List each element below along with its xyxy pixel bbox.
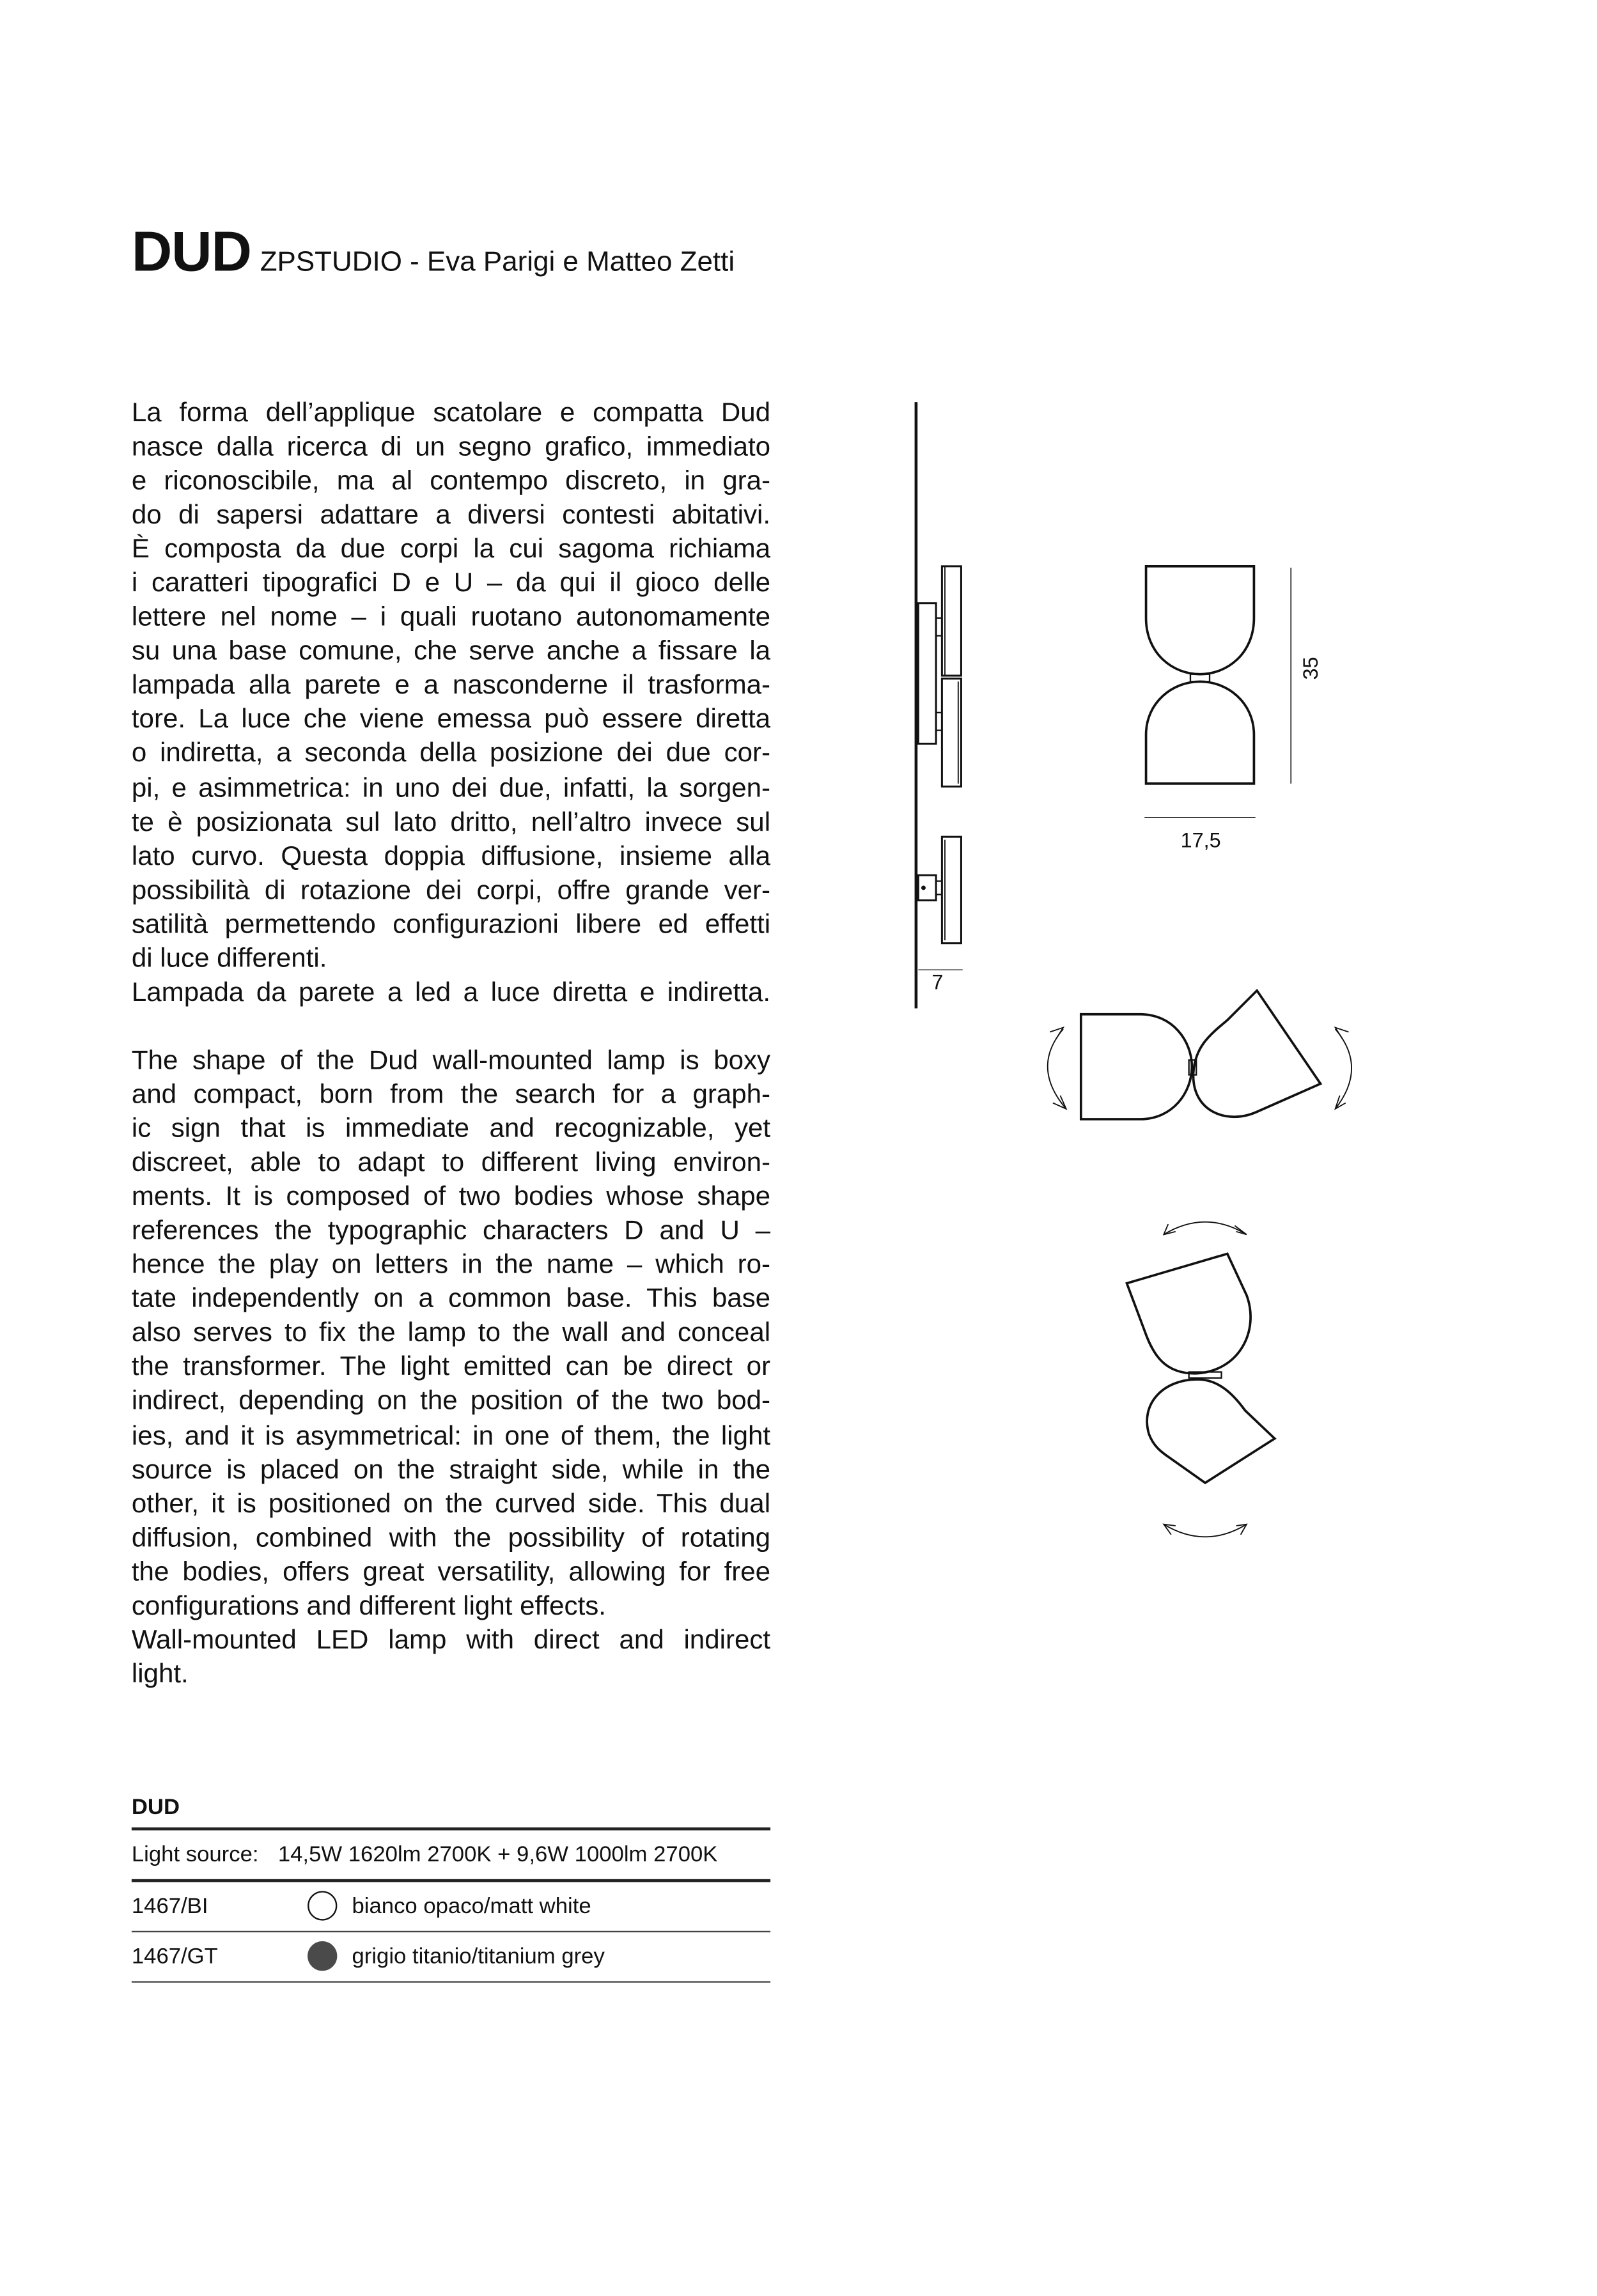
rotation-view-vertical [1127, 1253, 1275, 1483]
text-line: lampada alla parete e a nasconderne il trasforma- [131, 670, 771, 700]
text-line: di luce differenti. [131, 943, 327, 973]
text-line: su una base comune, che serve anche a fissare la [131, 636, 771, 666]
text-line: also serves to fix the lamp to the wall and conceal [131, 1317, 771, 1348]
text-line: The shape of the Dud wall-mounted lamp is boxy [131, 1045, 771, 1075]
rotate-arrows-icon [1048, 1028, 1352, 1109]
text-line: lettere nel nome – i quali ruotano autonomamente [131, 602, 771, 632]
text-line: diffusion, combined with the possibility of rotating [131, 1522, 771, 1552]
divider [132, 1981, 770, 1982]
spec-table [132, 1795, 770, 1983]
table-row [132, 1932, 770, 1981]
text-line: ies, and it is asymmetrical: in one of them, the light [131, 1420, 771, 1450]
text-line: source is placed on the straight side, while in the [131, 1454, 771, 1484]
text-line: hence the play on letters in the name – which ro- [131, 1250, 771, 1280]
text-line: ic sign that is immediate and recognizable, yet [131, 1113, 771, 1144]
text-line: indirect, depending on the position of the two bod- [131, 1386, 771, 1416]
text-line: i caratteri tipografici D e U – da qui il gioco delle [131, 568, 771, 598]
front-view-drawing [1144, 566, 1291, 818]
product-name: DUD [131, 221, 251, 284]
text-line: La forma dell’applique scatolare e compatta Dud [131, 398, 771, 428]
text-line: light. [131, 1658, 189, 1689]
text-line: Wall-mounted LED lamp with direct and indirect [131, 1624, 771, 1654]
text-line: nasce dalla ricerca di un segno grafico, immediato [131, 431, 771, 462]
text-line: references the typographic characters D and U – [131, 1215, 771, 1246]
height-dimension-label: 35 [1298, 656, 1322, 680]
text-line: configurations and different light effects. [131, 1590, 607, 1620]
text-line: o indiretta, a seconda della posizione dei due cor- [131, 738, 771, 768]
variant-code: 1467/BI [131, 1893, 208, 1920]
text-line: satilità permettendo configurazioni libere ed effetti [131, 908, 771, 939]
width-dimension-label: 17,5 [1180, 828, 1221, 852]
variant-finish: grigio titanio/titanium grey [352, 1944, 605, 1969]
text-line: lato curvo. Questa doppia diffusione, insieme alla [131, 841, 771, 871]
text-line: È composta da due corpi la cui sagoma richiama [131, 534, 771, 564]
white-swatch-icon [308, 1891, 337, 1920]
light-source-row [132, 1830, 770, 1879]
text-line: Lampada da parete a led a luce diretta e indiretta. [131, 977, 771, 1007]
depth-dimension-label: 7 [931, 970, 944, 994]
text-line: the bodies, offers great versatility, allowing for free [131, 1556, 771, 1586]
variant-finish: bianco opaco/matt white [352, 1893, 591, 1920]
text-line: pi, e asimmetrica: in uno dei due, infatti, la sorgen- [131, 772, 771, 802]
text-line: tate independently on a common base. This base [131, 1284, 771, 1314]
variant-code: 1467/GT [131, 1944, 218, 1969]
light-source-label: Light source: [131, 1842, 259, 1868]
text-line: ments. It is composed of two bodies whose shape [131, 1181, 771, 1211]
text-line: do di sapersi adattare a diversi contesti abitativi. [131, 500, 771, 530]
light-source-value: 14,5W 1620lm 2700K + 9,6W 1000lm 2700K [277, 1842, 718, 1868]
text-line: tore. La luce che viene emessa può essere diretta [131, 704, 771, 734]
rotation-view-horizontal [1081, 991, 1321, 1119]
side-view-drawing [916, 402, 963, 1008]
designer-credit: ZPSTUDIO - Eva Parigi e Matteo Zetti [260, 247, 735, 278]
text-line: e riconoscibile, ma al contempo discreto, in gra- [131, 465, 771, 496]
text-line: the transformer. The light emitted can be direct or [131, 1352, 771, 1382]
text-line: possibilità di rotazione dei corpi, offre grande ver- [131, 874, 771, 904]
grey-swatch-icon [308, 1941, 337, 1971]
text-line: discreet, able to adapt to different living environ- [131, 1147, 771, 1177]
table-row [132, 1882, 770, 1930]
text-line: te è posizionata sul lato dritto, nell’altro invece sul [131, 806, 771, 837]
text-line: and compact, born from the search for a graph- [131, 1079, 771, 1109]
spec-table-title: DUD [131, 1794, 180, 1820]
text-line: other, it is positioned on the curved side. This dual [131, 1488, 771, 1518]
